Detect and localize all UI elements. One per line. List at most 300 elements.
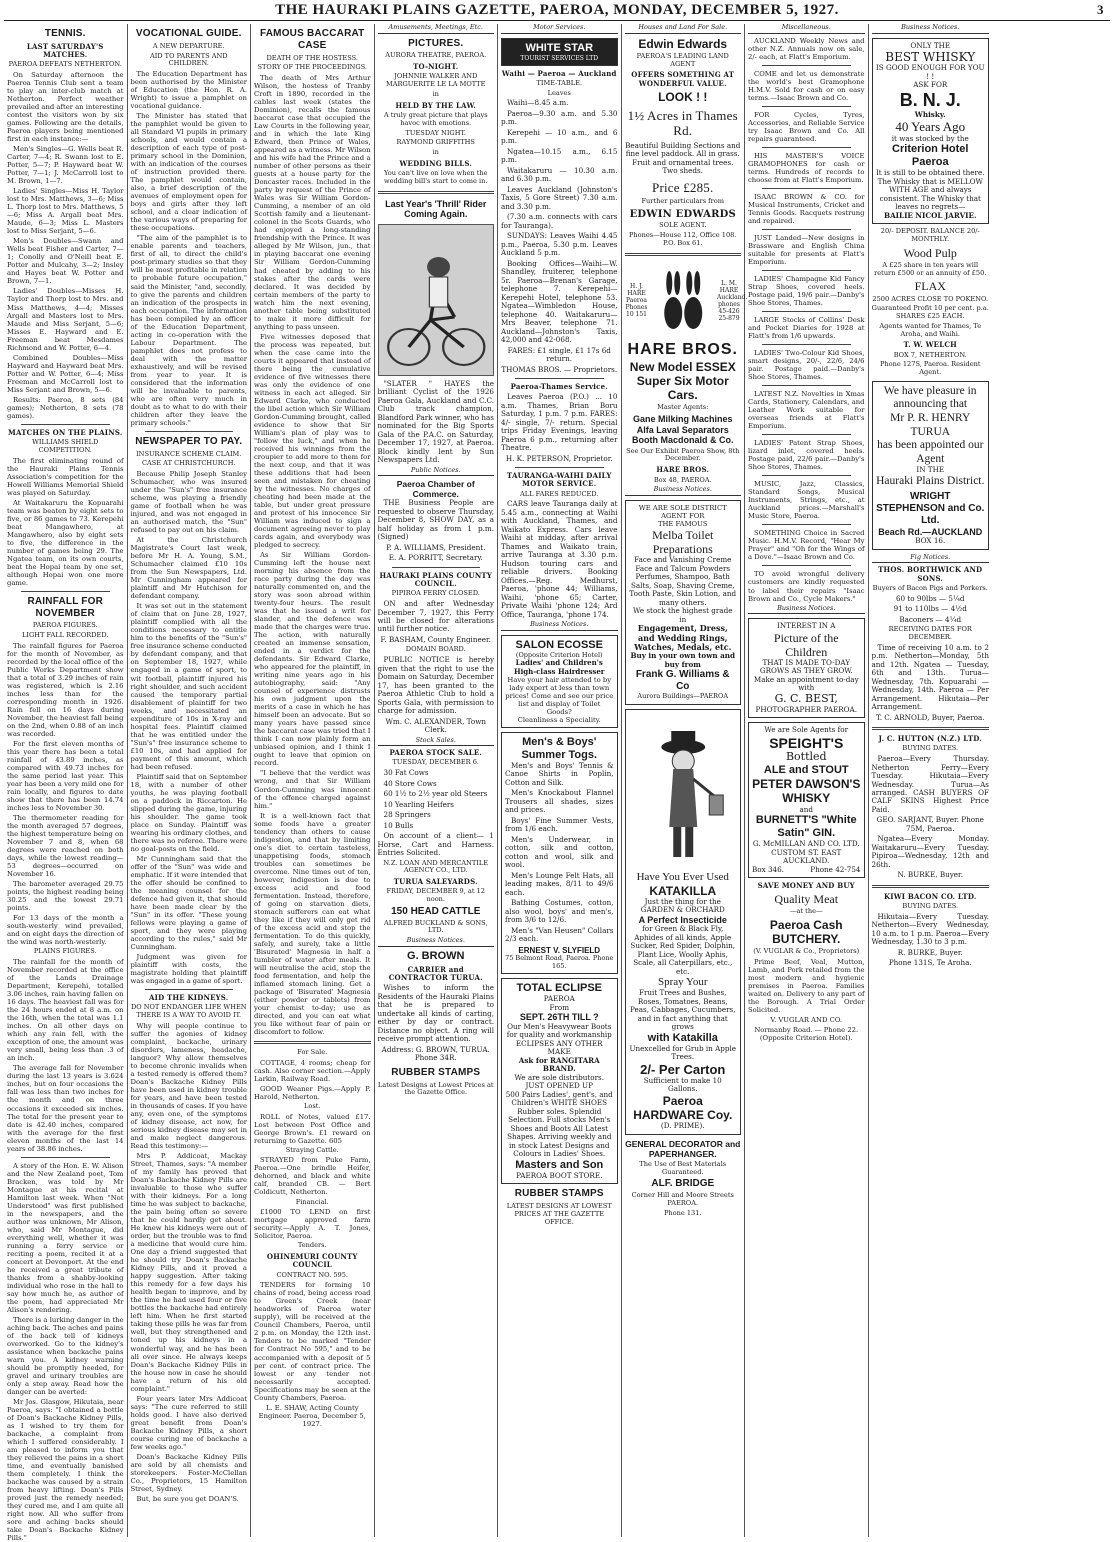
column-5 [498,24,622,1537]
white-star-fares: FARES: £1 single, £1 17s 6d return. [507,345,611,364]
best-whisky: BEST WHISKY [885,50,976,65]
acres-heading: 1½ Acres in Thames Rd. [627,108,738,139]
paeroa-hardware: Paeroa HARDWARE Coy. [633,1093,733,1123]
ferry-heading: PIPIROA FERRY CLOSED. [391,589,480,598]
paragraph: Plaintiff said that on September 18, with a number of other youths, he was playing football on a paddock in Riccarton. He slipped during the game, injuring his shoulder. The game took place on Sunday. Plaintiff was wearing his ordinary clothes, and there was no referee. There were no goal-posts on the field. [130,772,247,853]
pictures-heading: PICTURES. [408,37,464,49]
sole-agents-label: We are Sole Agents for [764,725,849,735]
turua-date: FRIDAY, DECEMBER 9, at 12 noon. [386,887,485,904]
paragraph: 91 to 110lbs — 4½d [893,604,967,614]
vocational-article [131,70,248,427]
paeroa-thames-body: Leaves Paeroa (P.O.) ... 10 a.m. Thames, Brian Boru Saturday, 1 p.m. 7 p.m. FARES: 4/- single, 7/- return. Special trips Friday Evenings, leaving Paeroa 6 p.m., returning after Theatre. [501,392,618,453]
business-notices-heading: Business Notices. [378,937,495,947]
film1-in: in [432,90,439,98]
speights-ad [748,722,865,878]
edwards-agent: SOLE AGENT. [659,221,707,230]
fig-notices-heading: Fig Notices. [872,554,990,564]
grows-label: GROWS AS THEY GROW. [759,666,853,676]
spray-list: Fruit Trees and Bushes, Roses, Tomatoes, Beans, Peas, Cabbages, Cucumbers, and in fact anything that grows [629,988,736,1032]
flax-heading: FLAX [914,279,946,294]
wright-stephenson-ad [872,381,990,550]
alf-phone: Phone 131. [663,1208,702,1217]
thrill-rider-heading: Last Year's 'Thrill' Rider Coming Again. [385,198,487,220]
gardener-illustration [629,717,738,867]
plains-figures-heading: PLAINS FIGURES. [33,947,97,956]
newspaper-subheading: INSURANCE SCHEME CLAIM. [136,449,242,458]
only-the: ONLY THE [910,40,951,50]
whisky-ad [872,38,990,224]
flax-acres: 2500 ACRES CLOSE TO POKENO. [872,294,989,303]
film1-stars: JOHNNIE WALKER AND MARGUERITE LE LA MOTTE [386,72,486,89]
amusements-heading: Amusements, Meetings, Etc. [378,24,495,34]
katakilla-list: for Green & Black Fly, Aphides of all kinds, Apple Sucker, Red Spider, Dolphin, Plant Lice, Woolly Aphis, Scale, all Caterpillars, etc., etc. [630,924,736,976]
tennis-heading: TENNIS. [44,28,86,39]
photographer-title: PHOTOGRAPHER PAEROA. [755,704,857,714]
eclipse-date: SEPT. 26TH TILL ? [519,1012,599,1023]
bnj-whisky: Whisky. [914,109,946,119]
paragraph: Because Philip Joseph Stanley Schumacher, who was insured under the "Sun's" free insurance scheme, was playing a friendly game of football when he was injured, and was not engaged in an authorised match, the "Sun" refused to pay out on his claim. [130,470,247,535]
paragraph: TO avoid wrongful delivery customers are kindly requested to label their repairs "Isaac Brown and Co., Cycle Makers." [748,570,865,603]
timetable-list [501,99,618,183]
receiving-body: Time of receiving 10 a.m. to 2 p.m. Netherton—Monday, 5th and 12th. Ngatea — Tuesday, 6th and 13th. Turua—Wednesday, 7th. Kopuarahi — Wednesday, 14th. Paeroa — Per Arrangement. Hikutaia—Per Arrangement. [871,642,989,712]
butchery-proprietors: (V. VUGLAR & Co., Proprietors) [753,947,860,956]
slyfield-name: ERNEST V. SLYFIELD [518,945,601,955]
pleasure-announcing: We have pleasure in announcing that [883,384,977,411]
tender-signature: L. E. SHAW, Acting County Engineer. Paeroa, December 5, 1927. [258,1403,366,1428]
hare-bros-logo-row [625,261,748,341]
wood-pulp-body: A £25 share in ten years will return £500 or an annuity of £50. [874,260,987,277]
strayed-ad: STRAYED from Puke Farm, Paeroa.—One brindle Heifer, dehorned, and black and white calf, branded CB. — Bert Coldicutt, Netherton. [254,1156,371,1197]
paragraph: HIS MASTER'S VOICE GRAMOPHONES for cash or terms. Hundreds of records to choose from at Flatt's Emporium. [748,151,865,184]
white-star-name: WHITE STAR [525,41,594,54]
paragraph: There is a lurking danger in the aching back. The aches and pains of the back tell of kidneys overworked. Go to the kidney's assistance when backache pains warn you. A kidney warning should be promptly heeded, for gravel and urinary troubles are only a step away. Read how the danger can be averted: [7,1315,124,1397]
paragraph: A story of the Hon. E. W. Alison and the New Zealand poet, Tom Bracken, was told by Mr Montague at his recital at Hamilton last week. When "Not Understood" was first published in the newspapers, and the author was unknown, Mr Alison, who, said Mr Montague, did everything well, whether it was running a ferry service or reciting a poem, recited it at a concert at Devonport. At the end he received a great tribute of thanks from a shabby-looking individual who rose in the hall to say how much he, as author of the poem, had appreciated Mr Alison's rendering. [7,1161,124,1314]
turua-cattle: 150 HEAD CATTLE [391,905,481,917]
paeroa-thames-heading: Paeroa-Thames Service. [510,382,608,392]
mcmillan-box: Box 346. [752,864,784,874]
plains-subheading: WILLIAMS SHIELD COMPETITION. [32,437,99,454]
hutton-body: Paeroa—Every Thursday. Netherton Ferry—Every Tuesday. Hikutaia—Every Wednesday. Turua—As arranged. CASH BUYERS OF CALF SKINS Highest Price Paid. [871,754,989,814]
hardware-prime: (D. PRIME). [660,1121,705,1131]
hauraki-district: Hauraki Plains District. [876,474,985,487]
photographer-ad [748,618,865,718]
divider [762,229,851,230]
paragraph: Ladies' Singles—Miss H. Taylor lost to Mrs. Matthews, 3—6; Miss L. Thorp lost to Mrs. Matthews, 5—6; Miss A. Argall beat Mrs. Maude, 6—3; Miss L. Masters lost to Miss Serjant, 5—6. [7,187,124,236]
lost-notes-ad: ROLL of Notes, valued £17. Lost between Post Office and George Brown's. £1 reward on returning to Gazette. 605 [254,1112,371,1145]
stock-note: On account of a client— 1 Horse, Cart and Harness. Entries Solicited. [377,831,494,858]
film2-in: in [432,148,439,157]
look-heading: LOOK ! ! [658,89,708,104]
stock-list [378,769,495,830]
plains-heading: MATCHES ON THE PLAINS. [8,427,123,437]
spray-heading: Spray Your [657,976,708,989]
business-notices-heading-4: Business Notices. [748,605,865,615]
page-number: 3 [1097,2,1104,17]
paragraph: Why will people continue to suffer the agonies of kidney complaint, backache, urinary disorders, lameness, headache, languor? Why allow themselves to become chronic invalids when a tested remedy is offered them? Doan's Backache Kidney Pills have been used in kidney trouble for years, and have been tested in thousands of cases. If you have any, even one, of the symptoms of kidney disease, act now, for serious kidney disease may set in and make neglect dangerous. Read this testimony:— [130,1021,247,1151]
henry-turua: Mr P. R. HENRY TURUA [890,412,971,438]
paragraph: LARGE Stocks of Collins' Desk and Pocket Diaries for 1928 at Flatt's from 1/6 upwards. [748,316,865,341]
paragraph: Waitakaruru — 10.30 a.m. and 6.30 p.m. [501,165,618,184]
melba-intro: WE ARE SOLE DISTRICT AGENT FOR [638,503,727,520]
domain-signature: Wm. C. ALEXANDER, Town Clerk. [385,716,486,735]
column-6 [622,24,746,1537]
paragraph: LATEST N.Z. Novelties in Xmas Cards, Stationery, Calendars, and Leather Work suitable for overseas friends at Flatt's Emporium. [748,390,865,431]
frank-williams: Frank G. Williams & Co [635,669,730,693]
newspaper-heading: NEWSPAPER TO PAY. [135,435,243,447]
edwards-tagline: PAEROA'S LEADING LAND AGENT [636,51,729,68]
theatre-name: AURORA THEATRE, PAEROA. [385,51,487,60]
columns [4,23,1110,1542]
divider [762,475,851,476]
paragraph: 28 Springers [383,810,431,820]
paragraph: Doan's Backache Kidney Pills are sold by all chemists and storekeepers. Foster-McClellan Co., Proprietors, 15 Hamilton Street, Sydney. [130,1452,247,1493]
baccarat-subheading: DEATH OF THE HOSTESS. [266,53,359,62]
paragraph: As Sir William Gordon-Cumming left the house next morning his absence from the race party during the day was naturally commented on, and the story was soon abroad within twenty-four hours. The result was that he issued a writ for slander, and the defence was made that the charges were true. The action, with naturally created an immense sensation, ended in a verdict for the defendants. Sir Edward Clarke, who appeared for the plaintiff, in writing nine years ago in his autobiography, said: "Any counsel of experience distrusts his own judgment upon the merits of a case in which he has himself been an advocate. But so many years have passed since the baccarat case was tried that I think I can now plainly form an unbiased opinion, and I think I ought to leave that opinion on record. [254,551,371,768]
paragraph: COME and let us demonstrate the world's best Gramophone H.M.V. Sold for cash or on easy terms.—Isaac Brown and Co. [748,69,865,102]
hutton-heading: J. C. HUTTON (N.Z.) LTD. [878,734,982,744]
paeroa-thames-proprietor: H. K. PETERSON, Proprietor. [505,453,613,463]
paragraph: Men's and Boys' Tennis & Canoe Shirts in Poplin, Cotton and Silk. [505,761,614,787]
kiwi-signature: R. BURKE, Buyer. [897,947,963,957]
paragraph: The rainfall figures for Paeroa for the month of November, as recorded by the local office of the Public Works Department show that a total of 3.29 inches of rain was registered, which is 2.16 inches less than for the corresponding month in 1926. Rain fell on 16 days during November, the heaviest fall being on the 2nd, when 0.88 of an inch was recorded. [7,641,124,739]
plains-article [7,457,124,587]
criterion-hotel: Criterion Hotel Paeroa [892,143,969,169]
hare-right-contact: L. M. HARE Auckland. phones 45-426 25-879 [717,279,748,322]
booking-offices: Booking Offices—Waihi—W. Shandley, fruiterer, telephone 5r. Paeroa—Brenan's Garage, telephone 7. Kerepehi—Kerepehi Hotel, telephone 53. Ngatea—Wimbledon House, telephone 40. Waitakaruru—Mrs Beaver, telephone 71. Auckland—Johnston's Taxis, 42,000 and 42-068. [501,258,618,345]
turua-agent: ALFRED BUCKLAND & SONS, LTD. [383,918,488,935]
paragraph: Waihi—8.45 a.m. [507,98,569,108]
paragraph: Ngatea—10.15 a.m., 6.15 p.m. [501,146,618,165]
loan-ad: £1000 TO LEND on first mortgage approved farm security.—Apply A. T. Jones, Solicitor, Paeroa. [254,1208,371,1241]
in-the: IN THE [916,465,945,475]
divider [762,385,851,386]
cash-butchery: Paeroa Cash BUTCHERY. [769,918,843,947]
slater-hayes-text: "SLATER " HAYES the brilliant Cyclist of the 1926 Paeroa Gala, Auckland and C.C. Club track champion, Blandford Park winner, who has nominated for the Big Sports Gala of the P.A.C. on Saturday, December 17, 1927, at Paeroa. Block kindly lent by Sun Newspapers Ltd. [377,378,494,465]
paragraph: LADIES' Two-Colour Kid Shoes, smart designs, 20/-, 22/6, 24/6 pair. Postage paid.—Danby's Shoe Stores, Thames. [748,349,865,382]
rubber-stamps-sub: Latest Designs at Lowest Prices at the Gazette Office. [377,1080,494,1097]
divider [762,65,851,66]
timetable-leaves: Leaves [547,88,571,97]
film1-title: HELD BY THE LAW. [395,100,477,110]
tauranga-waihi-sub: ALL FARES REDUCED. [520,489,599,498]
masters-boot-store: PAEROA BOOT STORE. [516,1170,603,1180]
paragraph: 40 Store Cows [383,778,437,788]
edwards-phones: Phones—House 112, Office 108. P.O. Box 61. [629,231,737,248]
salon-location: (Opposite Criterion Hotel) [515,650,603,659]
masthead [4,0,1110,21]
katakilla-unexcelled: Unexcelled for Grub in Apple Trees. [629,1043,737,1062]
column-7 [745,24,869,1537]
cottage-ad: COTTAGE, 4 rooms; cheap for cash. Also corner section.—Apply Larkin, Railway Road. [254,1058,371,1083]
column-1 [4,24,128,1542]
paragraph: 10 Bulls [383,820,414,830]
vocational-heading: VOCATIONAL GUIDE. [135,28,242,39]
paragraph: Men's Doubles—Swann and Wells beat Fisher and Carter, 7—1; Conolly and O'Neill beat E. Potter and Mulcahy, 3—2; Insley and Hayes beat W. Potter and Brown, 7—1. [7,237,124,286]
acres-description: Beautiful Building Sections and fine level paddock. All in grass. Fruit and ornamental trees. Two sheds. [625,140,741,176]
paragraph: LADIES' Patent Strap Shoes, lizard inlet, covered heels. Postage paid, 22/6 pair.—Danby's Shoe Stores, Thames. [748,439,865,472]
katakilla-thing: Just the thing for the GARDEN & ORCHARD [640,896,725,915]
forty-years: 40 Years Ago [895,119,966,135]
at-the: —at the— [789,907,823,916]
photographer-name: G. C. BEST, [774,691,838,705]
film2-star: RAYMOND GRIFFITHS [396,138,475,147]
bailie-nicol-jarvie: BAILIE NICOL JARVIE. [884,210,977,220]
paragraph: Men's Knockabout Flannel Trousers all shades, sizes and prices. [505,788,614,815]
still-obtained: It is still to be obtained there. [875,168,985,178]
paragraph: Judgment was given for plaintiff with costs, the magistrate holding that plaintiff was engaged in a game of sport. [130,953,247,986]
acres-price: Price £285. [652,179,714,195]
stock-sale-title: PAEROA STOCK SALE. [389,748,483,758]
mens-togs-list [505,762,614,944]
paragraph: 60 1½ to 2½ year old Steers [383,789,488,799]
rainfall-article [7,642,124,947]
paragraph: Men's "Van Heusen" Collars 2/3 each. [505,925,614,944]
eclipse-from: From [549,1002,570,1012]
butchery-address: Normanby Road. — Phone 22. (Opposite Criterion Hotel). [754,1026,859,1043]
hare-signature: HARE BROS. [656,465,710,475]
paragraph: The barometer averaged 29.75 points, the highest reading being 30.25 and the lowest 29.71 points. [7,880,124,913]
eclipse-heading: TOTAL ECLIPSE [516,982,603,995]
divider [762,344,851,345]
turua-saleyards-title: TURUA SALEYARDS. [393,877,478,887]
divider [762,524,851,525]
paragraph: The Minister has stated that the pamphlet would be given to all Standard VI pupils in primary schools, and would contain a description of each type of post-primary school in the Dominion, with an indication of the courses of instruction provided there. The pamphlet would contain, also, a brief description of the avenues of employment open for boys and girls after they left school, and a clear indication of the various ways of preparing for these occupations. [130,112,247,233]
chamber-secretary: E. A. PORRITT, Secretary. [388,553,483,563]
paragraph: Results: Paeroa, 8 sets (84 games); Netherton, 8 sets (78 games). [7,395,124,420]
hare-box: Box 48, PAEROA. [653,475,712,484]
hare-rabbits-logo [651,265,716,337]
mens-togs-heading: Men's & Boys' Summer Togs. [521,736,598,762]
paragraph: At the Christchurch Magistrate's Court last week, before Mr H. A. Young, S.M., Schumacher claimed £10 10s from the Sun Newspapers, Ltd. Mr Cunningham appeared for plaintiff and Mr Hutchison for defendant company. [130,536,247,601]
plains-figures-article [7,958,124,1152]
paragraph: Baconers — 4¼d [899,614,962,624]
ask-for: ASK FOR [913,80,948,90]
divider [625,253,742,256]
lost-heading: Lost. [304,1101,321,1110]
white-star-proprietors: THOMAS BROS. — Proprietors. [501,364,618,374]
deposit-terms: 20/- DEPOSIT. BALANCE 20/- MONTHLY. [880,227,980,243]
tauranga-waihi-body: CARS leave Tauranga daily at 5.45 a.m., connecting at Waihi with Auckland, Thames, and Waikato Express. Cars leave Waihi at midday, after arrival Thames and Waikato train, arrive Tauranga at 3.30 p.m. Hudson touring cars and reliable drivers. Booking Offices.—Reg. Medhurst, Paeroa, 'phone 44; Williams, Waihi, 'phone 65; Carter, Private Waihi 'phone 124; Ard Office, Tauranga, 'phone 174. [501,499,618,619]
picture-heading: Picture of the Children [773,630,839,659]
eclipse-opened: JUST OPENED UP [525,1081,593,1091]
baccarat-heading: FAMOUS BACCARAT CASE [260,28,365,51]
paragraph: SOMETHING Choice in Sacred Music. H.M.V. Record, "Hear My Prayer" and "Oh for the Wings of a Dove."—Isaac Brown and Co. [748,529,865,562]
paragraph: The first eliminating round of the Hauraki Plains Tennis Association's competition for the Howell Williams Memorial Shield was played on Saturday. [7,456,124,497]
melba-heading: Melba Toilet Preparations [652,527,714,557]
edwards-offer: OFFERS SOMETHING AT WONDERFUL VALUE. [631,70,735,88]
divider [21,1157,110,1158]
newspaper-subheading-2: CASE AT CHRISTCHURCH. [141,459,236,468]
beach-road: Beach Rd.—AUCKLAND [878,526,983,537]
timetable-tauranga: (7.30 a.m. connects with cars for Tauranga). [501,212,618,230]
public-notices-heading: Public Notices. [378,467,495,477]
for-sale-heading: For Sale. [297,1047,328,1056]
salon-tagline: Ladies' and Children's High-class Hairdresser [514,658,605,676]
paragraph: But, be sure you get DOAN'S. [136,1494,239,1503]
divider [762,106,851,107]
tonight-label: TO-NIGHT. [413,62,459,72]
chamber-body: THE Business People are requested to observe Thursday, December 8, SHOW DAY, as a half holiday as from 1 p.m. (Signed) [377,498,494,542]
paragraph: The thermometer reading for the month averaged 57 degrees, the highest temperature being on November 7 and 8, when 68 degrees were reached on both days, while the lowest reading—53 degrees—occurred on November 16. [7,814,124,879]
stock-sales-heading: Stock Sales. [378,737,495,747]
eclipse-shoes: 500 Pairs Ladies', gent's, and Children's WHITE SHOES [505,1089,613,1108]
eclipse-place: PAEROA [543,994,575,1004]
paragraph: "The aim of the pamphlet is to enable parents and teachers, first of all, to direct the child's post-primary studies so that they will be most profitable in relation to probable future occupation," said the Minister, "and, secondly, to give the parents and children an indication of the prospects in each occupation. The information has been compiled by an officer of the Education Department, acting in co-operation with the Labour Department. The pamphlet does not profess to deal with the matter exhaustively, and will be revised from year to year. It is considered that the information will be invaluable to parents, who are often very much in doubt as to what to do with their children after they leave the primary schools." [130,234,247,427]
paragraph: "I believe that the verdict was wrong, and that Sir William Gordon-Cumming was innocent of the offence charged against him." [254,769,371,810]
paragraph: The death of Mrs Arthur Wilson, the hostess of Tranby Croft in 1890, recorded in the cables last week (states the Dominion), recalls the famous baccarat case that occupied the Law Courts in the following year, and in which the late King Edward, then Prince of Wales, appeared as a witness. Mr Wilson and his wife had the Prince and a number of other persons as their guests at a house party for the Doncaster races. Included in the party by request of the Prince of Wales was Sir William Gordon-Cumming, a member of an old Scottish family and a lieutenant-colonel in the Scots Guards, who had enjoyed a long-standing friendship with the Prince. It was alleged by Mr Wilson, jun., that in playing baccarat one evening Sir William Gordon-Cumming had cheated by adding to his stakes after the cards were declared. It was decided by certain members of the party to watch him the next evening, another table being substituted to make it more difficult for anything to pass unseen. [254,74,371,331]
burnett-gin: BURNETT'S "White Satin" GIN. [755,814,857,840]
tennis-subheading: LAST SATURDAY'S MATCHES. [26,41,104,60]
melba-ad [625,500,742,705]
speights-heading: SPEIGHT'S [769,734,844,751]
divider [145,431,234,432]
paragraph: JUST Landed—New designs in Brassware and English China suitable for presents at Flatt's Emporium. [748,233,865,266]
save-money: SAVE MONEY AND BUY [757,880,855,890]
mens-togs-ad [501,732,618,974]
dawson-whisky: PETER DAWSON'S WHISKY [752,777,861,806]
tauranga-waihi-heading: TAURANGA-WAIHI DAILY MOTOR SERVICE. [506,471,612,489]
paragraph: Bathing Costumes, cotton, also wool, boys' and men's, from 3/6 to 12/6. [505,898,614,925]
hutton-more: Ngatea—Every Monday. Waitakaruru—Every Tuesday. Pipiroa—Wednesday, 12th and 26th. [871,834,989,869]
paragraph: Paeroa—9.30 a.m. and 5.30 p.m. [501,108,618,127]
county-council-title: OHINEMURI COUNTY COUNCIL [266,1252,358,1270]
slyfield-address: 75 Belmont Road, Paeroa. Phone 165. [505,954,614,970]
and-label: and [799,804,813,814]
melba-items: Face and Vanishing Creme Face and Talcum Powders Perfumes, Shampoo, Bath Salts, Soap, Shaving Creme, Tooth Paste, Skin Lotion, and many others. [629,555,737,607]
divider [515,467,604,468]
contract-number: CONTRACT NO. 595. [276,1270,349,1279]
hutton-signature: GEO. SARJANT, Buyer. Phone 75M, Paeroa. [876,815,984,833]
good-enough: IS GOOD ENOUGH FOR YOU ! ! [875,63,985,81]
paragraph: For the first eleven months of this year there has been a total rainfall of 43.89 inches, as compared with 49.73 inches for the same period last year. This year has been a very mild one for rain locally, and figures to date show that there has been 14.74 inches less to November 30. [7,740,124,813]
wright-stephenson: WRIGHT STEPHENSON and Co. Ltd. [876,491,985,526]
timetable-auckland: Leaves Auckland (Johnston's Taxis, 5 Gore Street) 7.30 a.m. and 3.30 p.m. [501,184,618,211]
ferry-signature: F. BASHAM, County Engineer. [380,634,491,644]
paragraph: 60 to 90lbs — 5¼d [895,593,965,603]
vocational-subheading-2: AID TO PARENTS AND CHILDREN. [149,51,228,68]
katakilla-price: 2/- Per Carton [640,1061,726,1077]
alison-article [7,1162,124,1542]
rubber-stamps-sub-2: LATEST DESIGNS AT LOWEST PRICES AT THE GAZETTE OFFICE. [506,1201,612,1226]
welch-name: T. W. WELCH [903,340,957,350]
hauraki-council-heading: HAURAKI PLAINS COUNTY COUNCIL. [379,570,493,589]
paragraph: Kerepehi — 10 a.m., and 6 p.m. [501,127,618,146]
katakilla-question: Have You Ever Used [636,870,729,883]
rainfall-heading: RAINFALL FOR NOVEMBER [27,595,104,619]
paragraph: Combined Doubles—Miss Hayward and Hayward beat Mrs. Potter and W. Potter, 6—4; Miss Freeman and McCarroll lost to Miss Serjant and Brown, 5—6. [7,353,124,394]
stock-sale-date: TUESDAY, DECEMBER 6. [392,758,479,767]
column-4 [375,24,499,1537]
timetable-sundays: SUNDAYS: Leaves Waihi 4.45 p.m., Paeroa, 5.30 p.m. Leaves Auckland 5 p.m. [501,231,618,258]
salon-footer: Cleanliness a Speciality. [517,716,601,725]
quality-meat: Quality Meat [774,892,839,907]
essex-heading: New Model ESSEX [629,359,736,374]
salon-ecosse-ad [501,635,618,728]
super-six-heading: Super Six Motor Cars. [636,373,729,402]
business-notices-heading-5: Business Notices. [872,24,990,34]
business-notices-heading-3: Business Notices. [625,486,742,496]
made-today: THAT IS MADE TO-DAY [762,657,851,667]
stocked-by: it was stocked by the [891,133,969,143]
alf-address: Corner Hill and Moore Streets PAEROA. [631,1191,734,1207]
kidneys-heading: AID THE KIDNEYS. [149,993,229,1003]
divider [145,989,234,990]
vocational-subheading: A NEW DEPARTURE. [152,41,225,50]
master-agents: Master Agents: [657,403,709,412]
divider [762,270,851,271]
divider [872,885,990,888]
divider [762,147,851,148]
straying-heading: Straying Cattle. [285,1145,339,1154]
domain-board-heading: DOMAIN BOARD. [405,645,466,654]
white-star-route: Waihi — Paeroa — Auckland [501,68,617,78]
bottled-label: Bottled [785,750,827,764]
paragraph: At Waitakaruru the Kopuarahi team was beaten by eight sets to five, or 86 games to 73. Kerepehi beat Mangawhero, at Mangawhero, also by eight sets to five, the difference in the number of games being 29. The Ngatea team, on its own courts, beat the Hopai team by one set, although Hopai won one more game. [7,498,124,587]
welch-box: BOX 7, NETHERTON. [893,350,967,359]
divider [254,1041,371,1044]
hare-bros-logo-text: HARE BROS. [627,340,738,358]
eclipse-distributors: We are sole distributors. [514,1072,605,1082]
tennis-article [7,71,124,420]
paragraph: FOR Cycles, Tyres, Accessories, and Reliable Service try Isaac Brown and Co. All repairs guaranteed. [748,110,865,143]
bnj-heading: B. N. J. [899,89,961,110]
katakilla-ad [625,709,742,1135]
paragraph: The Education Department has been authorised by the Minister of Education (the Hon. R. A. Wright) to issue a pamphlet on vocational guidance. [130,70,247,111]
receiving-signature: T. C. ARNOLD, Buyer, Paeroa. [875,712,985,722]
g-brown-address: Address: G. BROWN, TURUA. Phone 34R. [381,1044,490,1063]
column-8 [869,24,993,1537]
paragraph: Five witnesses deposed that the process was repeated, but when the case came into the courts it appeared that instead of there being the cumulative evidence of five witnesses there was only the evidence of one witness in each act alleged. Sir Edward Clarke, who conducted the libel action which Sir William Gordon-Cumming brought, called evidence to show that Sir William's plan of play was to "follow the luck," and when he received his winnings from the croupier to add more to them for the next coup, and that it was these additions that had been seen and mistaken for cheating by the witnesses. No charges of cheating had been made at the table, but under great pressure and protest of his innocence Sir William was induced to sign a document agreeing never to play cards again, and everybody was pledged to secrecy. [254,332,371,550]
paragraph: Ladies' Doubles—Misses H. Taylor and Thorp lost to Mrs. and Miss Matthews, 4—4; Misses Argall and Masters lost to Mrs. Maude and Miss Serjant, 5—6; Misses E. Hayward and E. Freeman beat Mesdames Richmond and W. Potter, 6—4. [7,287,124,352]
financial-heading: Financial. [295,1197,329,1206]
kiwi-bacon-heading: KIWI BACON CO. LTD. [883,891,977,901]
alf-bridge: ALF. BRIDGE [651,1178,715,1190]
melba-grade: We stock the highest grade in [633,606,733,624]
chamber-president: P. A. WILLIAMS, President. [386,542,486,552]
katakilla-perfect: A Perfect Insecticide [638,914,727,925]
divider [378,191,495,194]
kiwi-body: Hikutaia—Every Tuesday. Netherton—Every Wednesday, 10 a.m. to 1 p.m. Paeroa—Every Wednesday, 1.30 to 3 p.m. [871,911,989,947]
kidneys-subheading: DO NOT ENDANGER LIFE WHEN THERE IS A WAY TO AVOID IT. [130,1003,247,1020]
divider [21,424,110,425]
paragraph: Men's Singles—G. Wells beat R. Carter, 7—4; R. Swann lost to E. Potter, 5—7; P. Hayward beat W. Potter, 7—1; J. McCarroll lost to M. Brown, 1—7. [7,145,124,186]
baccarat-subheading-2: STORY OF THE PROCEEDINGS. [257,63,367,72]
paragraph: Boys' Fine Summer Vests, from 1/6 each. [505,815,614,834]
with-katakilla: with Katakilla [647,1031,718,1044]
tender-body: TENDERS for forming 10 chains of road, being access road to Green's Creek (near headworks of Paeroa water supply), will be received at the Council Chambers, Paeroa, until 2 p.m. on Monday, the 12th inst. Tenders to be marked "Tender for Contract No 595," and to be accompanied with a deposit of 5 per cent. of contract price. The lowest or any tender not necessarily accepted. Specifications may be seen at the County Chambers, Paeroa. [254,1281,371,1402]
frank-address: Aurora Buildings—PAEROA [637,692,729,701]
paragraph: The average fall for November during the last 13 years is 3.624 inches, but on four occasions the fall was less than two inches for the month and on three occasions it exceeded six inches. The total for the present year to date is 42.40 inches, compared with the average for the first eleven months of the last 14 years of 38.86 inches. [7,1064,124,1153]
rubber-stamps-heading: RUBBER STAMPS [391,1066,481,1078]
hutton-signature-2: N. BURKE, Buyer. [897,870,963,880]
decorator-materials: The Use of Best Materials Guaranteed. [639,1159,727,1176]
paragraph: ISAAC BROWN & CO. for Musical Instruments, Cricket and Tennis Goods. Racquets restrung and repaired. [748,192,865,225]
borthwick-sub: Buyers of Bacon Pigs and Porkers. [872,583,988,592]
domain-body: PUBLIC NOTICE is hereby given that the right to use the Domain on Saturday, December 17, has been granted to the Paeroa Athletic Club to hold a Sports Gala, with permission to charge for admission. [377,655,494,716]
tennis-subheading-2: PAEROA DEFEATS NETHERTON. [8,60,122,69]
melba-rings: Engagement, Dress, and Wedding Rings, Watches, Medals, etc. [634,623,732,653]
paragraph: Four years later Mrs Addicoat says: "The cure referred to still holds good. I have also derived great benefit from Doan's Backache Kidney Pills, a short course curing me of backache a few weeks ago." [130,1394,247,1451]
edwin-edwards-heading: Edwin Edwards [638,36,728,51]
flax-agents: Agents wanted for Thames, Te Aroha, and Waihi. [879,321,982,338]
paragraph: Mrs P. Addicoat, Mackay Street, Thames, says: "A member of my family has proved that Doan's Backache Kidney Pills are invaluable to those who suffer with their kidneys. For a long time he was subject to backache, the pain being often so severe that he could hardly get about. He knew his kidneys were out of order, but the trouble was to find a medicine that would cure him. One day a friend suggested that he should try Doan's Backache Kidney Pills, and it proved a happy suggestion. After taking this remedy for a few days his health began to improve, and by the time he had used four or five bottles the backache had entirely left him. When he first started taking these pills he was far from well, but they strengthened and toned up his kidneys in a wonderful way, and he has been all over since. He always keeps Doan's Backache Kidney Pills in the house now in case he should have a return of his old complaint." [130,1152,247,1393]
paragraph: Mr Cunningham said that the offer of the "Sun" was wide and emphatic. If it were intended that the offer should be confined to the meaning counsel for the defence had given it, that should have been made clear by the "Sun" in its offer. "These young fellows were playing a game of sport, and they were playing according to the rules," said Mr Cunningham. [130,854,247,952]
g-brown-heading: G. BROWN [407,949,465,962]
divider [392,567,481,568]
baccarat-article [254,74,371,1036]
salon-body: Have your hair attended to by lady expert at less than town prices! Come and see our price list and display of Toilet Goods? [505,675,614,717]
butchery-body: Prime Beef, Veal, Mutton, Lamb, and Pork retailed from the most modern and hygienic premises in Paeroa. Families waited on. Delivery to any part of the Borough. A Trial Order Solicited. [748,958,865,1015]
